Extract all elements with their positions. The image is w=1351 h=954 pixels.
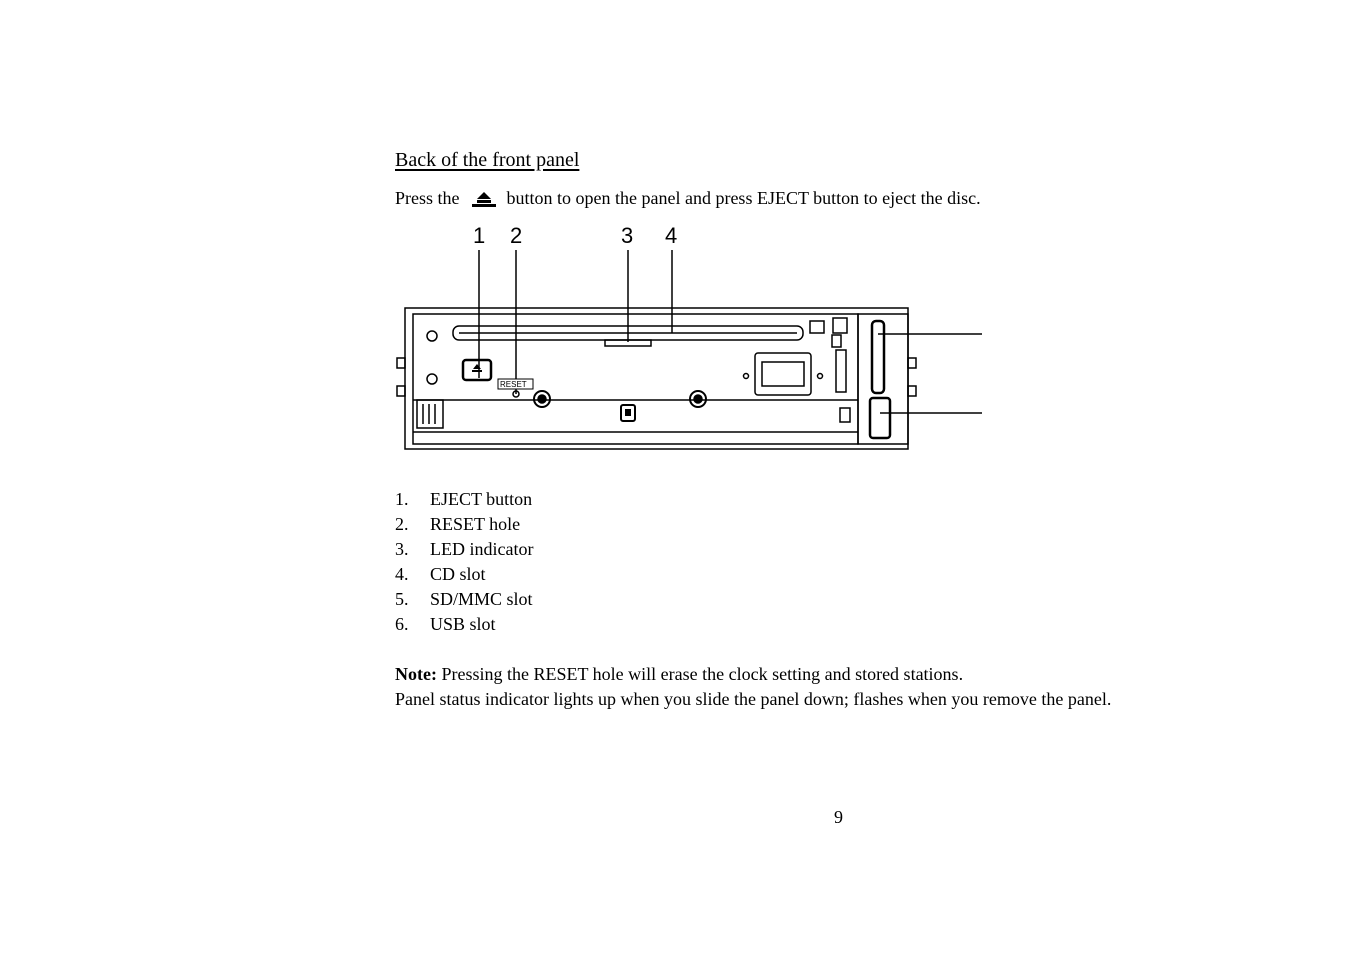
callout-number-2: 2 xyxy=(510,223,523,248)
note-label: Note: xyxy=(395,664,437,684)
list-item: 1. EJECT button xyxy=(395,489,533,509)
note-line-2: Panel status indicator lights up when you slide the panel down; flashes when you remove the panel. xyxy=(395,689,1112,709)
left-connector xyxy=(417,400,443,428)
list-item: 6. USB slot xyxy=(395,614,496,634)
parts-list xyxy=(395,487,533,637)
list-item: 5. SD/MMC slot xyxy=(395,589,533,609)
intro-text-before: Press the xyxy=(395,188,460,208)
intro-text-after: button to open the panel and press EJECT button to eject the disc. xyxy=(506,188,981,208)
section-heading: Back of the front panel xyxy=(395,149,580,171)
sd-mmc-slot xyxy=(872,321,884,393)
mount-hole xyxy=(427,331,437,341)
usb-slot xyxy=(870,398,890,438)
callout-number-3: 3 xyxy=(621,223,634,248)
list-item: 4. CD slot xyxy=(395,564,486,584)
list-item: 3. LED indicator xyxy=(395,539,534,559)
rear-connector xyxy=(755,353,811,395)
eject-panel-icon xyxy=(470,190,498,208)
note-line-1: Note: Pressing the RESET hole will erase the clock setting and stored stations. xyxy=(395,664,964,684)
callout-number-1: 1 xyxy=(473,223,486,248)
reset-label: RESET xyxy=(500,380,527,389)
intro-sentence xyxy=(395,188,981,209)
mount-hole xyxy=(427,374,437,384)
note-block xyxy=(395,662,1111,712)
front-panel-diagram xyxy=(395,218,990,458)
callout-number-4: 4 xyxy=(665,223,678,248)
list-item: 2. RESET hole xyxy=(395,514,521,534)
page-number: 9 xyxy=(834,807,843,827)
